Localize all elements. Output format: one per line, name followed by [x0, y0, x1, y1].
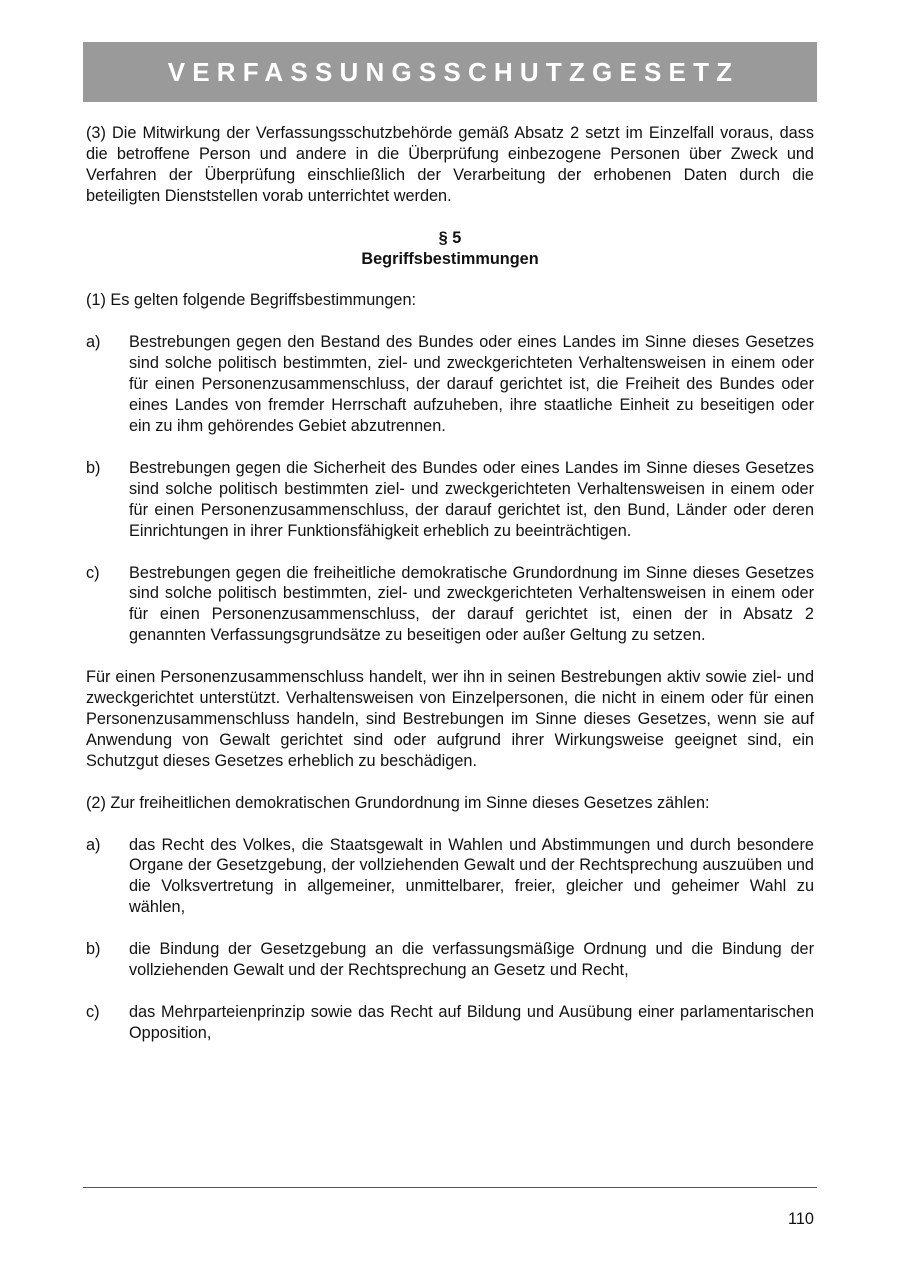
intro-paragraph: (3) Die Mitwirkung der Verfassungsschutzbehörde gemäß Absatz 2 setzt im Einzelfall voraus, dass die betroffene Person und andere in die Überprüfung einbezogene Personen über Zweck und Verfahren der Überprüfung einschließlich der Verarbeitung der erhobenen Daten durch die beteiligten Dienststellen vorab unterrichtet werden.	[86, 124, 814, 205]
list-item-label: c)	[86, 563, 100, 582]
list-item-text: das Recht des Volkes, die Staatsgewalt in Wahlen und Abstimmungen und durch besondere Organe der Gesetzgebung, der vollziehenden Gewalt und der Rechtsprechung auszuüben und die Volksvertretung in allgemeiner, unmittelbarer, freier, gleicher und geheimer Wahl zu wählen,	[129, 835, 814, 917]
page-number: 110	[788, 1210, 814, 1228]
list-item-label: a)	[86, 835, 101, 854]
section-heading	[86, 228, 814, 270]
list-item	[86, 332, 814, 437]
list-item-text: Bestrebungen gegen die Sicherheit des Bundes oder eines Landes im Sinne dieses Gesetzes sind solche politisch bestimmten ziel- und zweckgerichteten Verhaltensweisen in einem oder für einen Personenzusammenschluss, der darauf gerichtet ist, den Bund, Länder oder deren Einrichtungen in ihrer Funktionsfähigkeit erheblich zu beeinträchtigen.	[129, 458, 814, 540]
header-banner	[83, 42, 817, 102]
section-number: § 5	[438, 228, 462, 247]
list-item	[86, 939, 814, 981]
list-item	[86, 458, 814, 542]
section-title: Begriffsbestimmungen	[361, 249, 539, 268]
list-item-text: die Bindung der Gesetzgebung an die verfassungsmäßige Ordnung und die Bindung der vollziehenden Gewalt und der Rechtsprechung an Gesetz und Recht,	[129, 940, 814, 980]
list-item	[86, 563, 814, 647]
list-item-label: b)	[86, 940, 101, 959]
paragraph-1-intro: (1) Es gelten folgende Begriffsbestimmungen:	[86, 291, 417, 310]
paragraph-2-intro: (2) Zur freiheitlichen demokratischen Grundordnung im Sinne dieses Gesetzes zählen:	[86, 793, 710, 812]
list-item-label: a)	[86, 333, 101, 352]
list-item-text: Bestrebungen gegen die freiheitliche demokratische Grundordnung im Sinne dieses Gesetzes sind solche politisch bestimmten, ziel- und zweckgerichteten Verhaltensweisen in einem oder für einen Personenzusammenschluss, der darauf gerichtet ist, einen der in Absatz 2 genannten Verfassungsgrundsätze zu beseitigen oder außer Geltung zu setzen.	[129, 563, 814, 645]
paragraph-1-closing: Für einen Personenzusammenschluss handelt, wer ihn in seinen Bestrebungen aktiv sowie ziel- und zweckgerichtet unterstützt. Verhaltensweisen von Einzelpersonen, die nicht in einem oder für einen Personenzusammenschluss handeln, sind Bestrebungen im Sinne dieses Gesetzes, wenn sie auf Anwendung von Gewalt gerichtet sind oder aufgrund ihrer Wirkungsweise geeignet sind, ein Schutzgut dieses Gesetzes erheblich zu beschädigen.	[86, 668, 814, 770]
document-title: VERFASSUNGSSCHUTZGESETZ	[167, 56, 740, 87]
list-item	[86, 1002, 814, 1044]
page-content	[86, 123, 814, 1044]
list-item-label: b)	[86, 458, 101, 477]
list-item-text: Bestrebungen gegen den Bestand des Bundes oder eines Landes im Sinne dieses Gesetzes sind solche politisch bestimmten, ziel- und zweckgerichteten Verhaltensweisen in einem oder für einen Personenzusammenschluss, der darauf gerichtet ist, die Freiheit des Bundes oder eines Landes von fremder Herrschaft aufzuheben, ihre staatliche Einheit zu beseitigen oder ein zu ihm gehörendes Gebiet abzutrennen.	[129, 333, 814, 435]
list-item-text: das Mehrparteienprinzip sowie das Recht auf Bildung und Ausübung einer parlamentarischen Opposition,	[129, 1003, 814, 1042]
footer-rule	[83, 1187, 817, 1188]
list-item-label: c)	[86, 1003, 100, 1021]
list-item	[86, 835, 814, 919]
